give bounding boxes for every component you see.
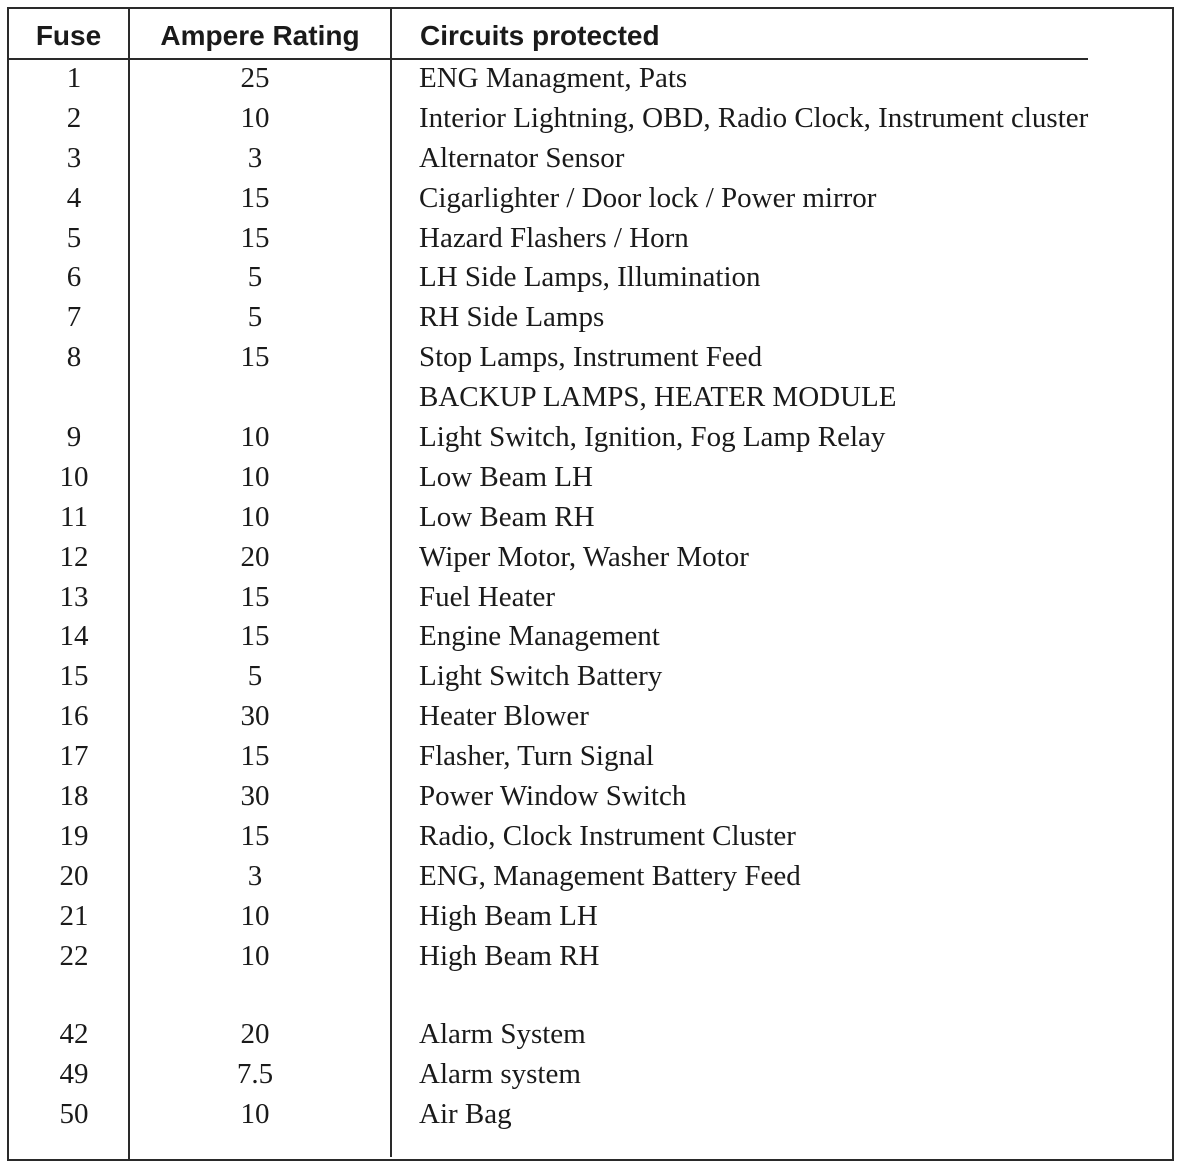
ampere-rating-cell: 30 — [240, 700, 270, 733]
ampere-rating-cell: 15 — [240, 181, 270, 214]
circuits-protected-cell: Low Beam RH — [419, 500, 595, 533]
ampere-rating-cell: 15 — [240, 580, 270, 613]
table-row — [0, 937, 1182, 977]
table-row — [0, 976, 1182, 1015]
table-row — [0, 179, 1182, 219]
circuits-protected-cell: Radio, Clock Instrument Cluster — [419, 819, 796, 852]
table-row — [0, 258, 1182, 298]
fuse-number-cell: 13 — [59, 580, 89, 613]
fuse-number-cell: 21 — [59, 899, 89, 932]
ampere-rating-cell: 25 — [240, 62, 270, 94]
fuse-number-cell: 20 — [59, 859, 89, 892]
table-row — [0, 897, 1182, 937]
header-fuse: Fuse — [35, 20, 102, 51]
fuse-number-cell: 7 — [66, 301, 82, 334]
table-row — [0, 59, 1182, 99]
fuse-number-cell: 18 — [59, 780, 89, 813]
fuse-number-cell: 16 — [59, 700, 89, 733]
fuse-number-cell: 22 — [59, 939, 89, 972]
ampere-rating-cell: 3 — [247, 859, 263, 892]
ampere-rating-cell: 10 — [240, 101, 270, 134]
ampere-rating-cell: 10 — [240, 899, 270, 932]
circuits-protected-cell: Low Beam LH — [419, 460, 593, 493]
fuse-number-cell: 11 — [60, 500, 88, 533]
table-row — [0, 458, 1182, 498]
circuits-protected-cell: ENG Managment, Pats — [419, 62, 688, 94]
table-row — [0, 219, 1182, 259]
table-row — [0, 139, 1182, 179]
table-row — [0, 617, 1182, 657]
fuse-number-cell: 15 — [59, 660, 89, 693]
table-row — [0, 817, 1182, 857]
ampere-rating-cell: 15 — [240, 740, 270, 773]
ampere-rating-cell: 10 — [240, 500, 270, 533]
table-row — [0, 298, 1182, 338]
ampere-rating-cell: 15 — [240, 620, 270, 653]
fuse-number-cell: 2 — [66, 101, 82, 134]
table-row — [0, 697, 1182, 737]
table-row — [0, 737, 1182, 777]
ampere-rating-cell: 3 — [247, 141, 263, 174]
ampere-rating-cell: 5 — [247, 261, 263, 294]
circuits-protected-cell: Engine Management — [419, 620, 660, 653]
table-row — [0, 857, 1182, 897]
circuits-protected-cell: Light Switch, Ignition, Fog Lamp Relay — [419, 421, 886, 454]
circuits-protected-cell: Alarm system — [419, 1058, 581, 1091]
fuse-number-cell — [9, 378, 139, 418]
circuits-protected-cell: BACKUP LAMPS, HEATER MODULE — [419, 381, 897, 414]
fuse-number-cell: 3 — [66, 141, 82, 174]
circuits-protected-cell: Cigarlighter / Door lock / Power mirror — [419, 181, 877, 214]
circuits-protected-cell: Interior Lightning, OBD, Radio Clock, Instrument cluster — [419, 101, 1089, 134]
ampere-rating-cell: 10 — [240, 460, 270, 493]
fuse-number-cell: 50 — [59, 1098, 89, 1131]
circuits-protected-cell: Alternator Sensor — [419, 141, 625, 174]
table-row — [0, 378, 1182, 418]
fuse-number-cell: 4 — [66, 181, 82, 214]
ampere-rating-cell: 5 — [247, 301, 263, 334]
fuse-number-cell: 14 — [59, 620, 89, 653]
fuse-number-cell: 5 — [66, 221, 82, 254]
fuse-number-cell: 49 — [59, 1058, 89, 1091]
circuits-protected-cell: High Beam LH — [419, 899, 598, 932]
ampere-rating-cell: 5 — [247, 660, 263, 693]
circuits-protected-cell: Air Bag — [419, 1098, 512, 1131]
circuits-protected-cell: ENG, Management Battery Feed — [419, 859, 801, 892]
table-row — [0, 1095, 1182, 1135]
circuits-protected-cell: Heater Blower — [419, 700, 589, 733]
fuse-number-cell: 9 — [66, 421, 82, 454]
ampere-rating-cell: 15 — [240, 341, 270, 374]
circuits-protected-cell: High Beam RH — [419, 939, 600, 972]
header-ampere-rating: Ampere Rating — [160, 20, 360, 51]
circuits-protected-cell: Alarm System — [419, 1018, 586, 1051]
fuse-number-cell: 42 — [59, 1018, 89, 1051]
fuse-number-cell: 6 — [66, 261, 82, 294]
fuse-number-cell: 12 — [59, 540, 89, 573]
fuse-number-cell: 1 — [66, 62, 82, 94]
ampere-rating-cell — [130, 976, 380, 1016]
ampere-rating-cell: 30 — [240, 780, 270, 813]
ampere-rating-cell: 10 — [240, 1098, 270, 1131]
circuits-protected-cell: Power Window Switch — [419, 780, 687, 813]
fuse-number-cell: 19 — [59, 819, 89, 852]
fuse-number-cell — [9, 976, 139, 1016]
table-row — [0, 1015, 1182, 1055]
fuse-number-cell: 17 — [59, 740, 89, 773]
ampere-rating-cell: 10 — [240, 939, 270, 972]
table-row — [0, 418, 1182, 458]
table-row — [0, 498, 1182, 538]
circuits-protected-cell: Flasher, Turn Signal — [419, 740, 654, 773]
table-row — [0, 99, 1182, 139]
table-row — [0, 657, 1182, 697]
ampere-rating-cell: 20 — [240, 1018, 270, 1051]
circuits-protected-cell: LH Side Lamps, Illumination — [419, 261, 761, 294]
table-row — [0, 578, 1182, 618]
circuits-protected-cell: Wiper Motor, Washer Motor — [419, 540, 749, 573]
circuits-protected-cell: RH Side Lamps — [419, 301, 605, 334]
fuse-number-cell: 10 — [59, 460, 89, 493]
circuits-protected-cell: Stop Lamps, Instrument Feed — [419, 341, 763, 374]
ampere-rating-cell: 15 — [240, 221, 270, 254]
ampere-rating-cell — [130, 378, 380, 418]
circuits-protected-cell: Hazard Flashers / Horn — [419, 221, 689, 254]
fuse-number-cell: 8 — [66, 341, 82, 374]
header-circuits-protected: Circuits protected — [420, 20, 660, 51]
circuits-protected-cell: Fuel Heater — [419, 580, 556, 613]
table-row — [0, 338, 1182, 378]
table-row — [0, 538, 1182, 578]
ampere-rating-cell: 7.5 — [236, 1058, 274, 1091]
table-body — [0, 59, 1182, 1135]
circuits-protected-cell: Light Switch Battery — [419, 660, 663, 693]
ampere-rating-cell: 15 — [240, 819, 270, 852]
ampere-rating-cell: 10 — [240, 421, 270, 454]
table-row — [0, 777, 1182, 817]
table-row — [0, 1055, 1182, 1095]
ampere-rating-cell: 20 — [240, 540, 270, 573]
